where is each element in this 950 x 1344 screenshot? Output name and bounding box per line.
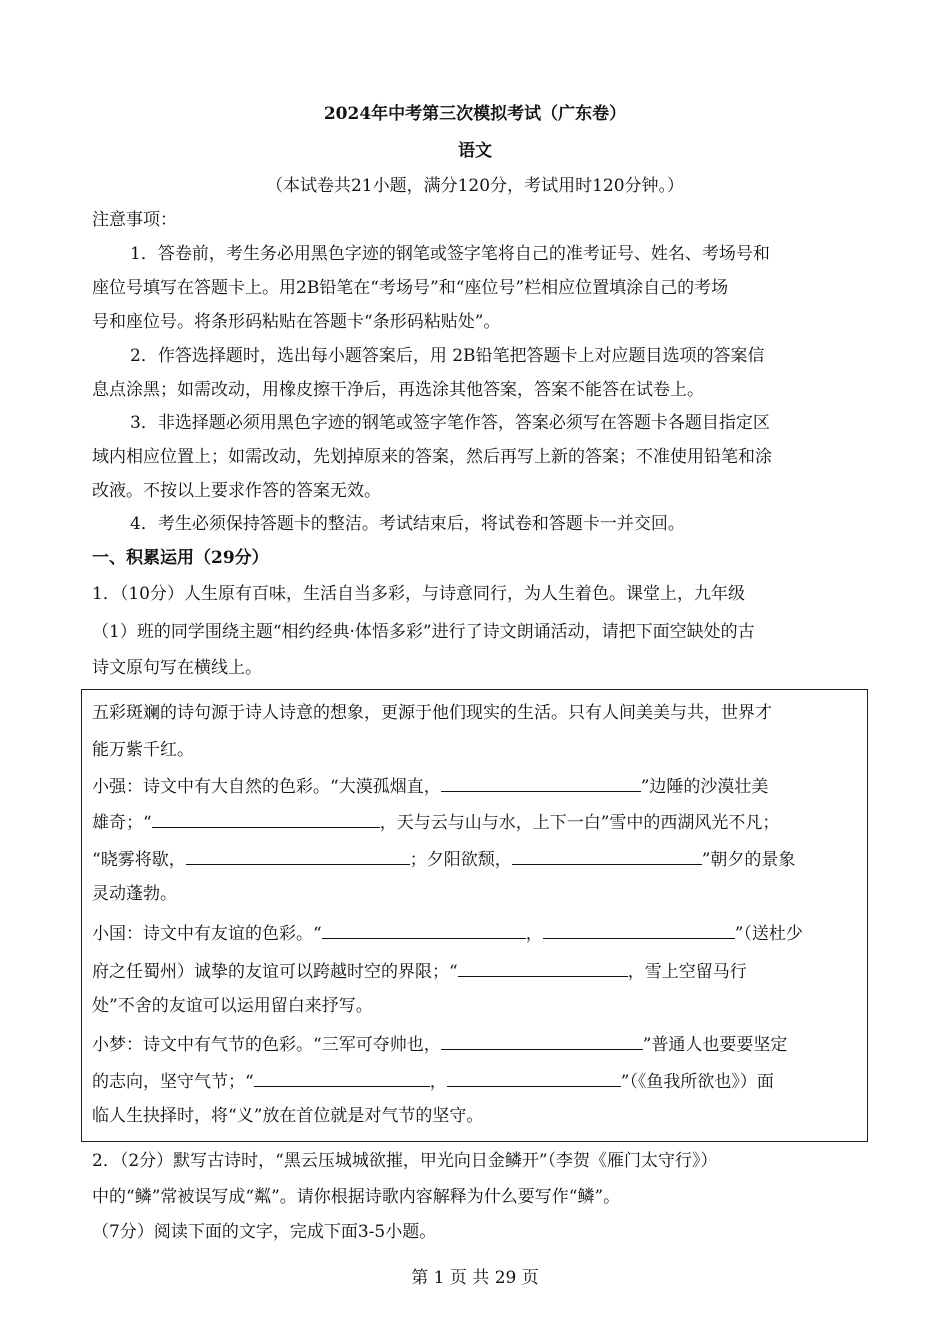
question-1-line-3: 诗文原句写在横线上。 bbox=[92, 658, 262, 678]
answer-blank-2[interactable] bbox=[152, 809, 380, 828]
box-intro-line-2: 能万紫千红。 bbox=[92, 740, 194, 760]
question-3-intro: （7分）阅读下面的文字，完成下面3-5小题。 bbox=[92, 1222, 437, 1242]
xiaoguo-line-2: 府之任蜀州）诚挚的友谊可以跨越时空的界限；“ ，雪上空留马行 bbox=[92, 958, 747, 984]
answer-blank-10[interactable] bbox=[447, 1068, 621, 1087]
question-2-line-1: 2．（2分）默写古诗时，“黑云压城城欲摧，甲光向日金鳞开”（李贺《雁门太守行》） bbox=[92, 1151, 718, 1171]
page-footer: 第 1 页 共 29 页 bbox=[411, 1268, 539, 1288]
question-1-line-2: （1）班的同学围绕主题“相约经典·体悟多彩”进行了诗文朗诵活动，请把下面空缺处的古 bbox=[92, 622, 755, 642]
xiaoguo-line-3: 处”不舍的友谊可以运用留白来抒写。 bbox=[92, 996, 373, 1016]
subject-title: 语文 bbox=[458, 141, 492, 161]
notice-item-1-line-3: 号和座位号。将条形码粘贴在答题卡“条形码粘贴处”。 bbox=[92, 312, 501, 332]
xiaomeng-line-2: 的志向，坚守气节；“ ， ”（《鱼我所欲也》）面 bbox=[92, 1068, 774, 1094]
xiaoqiang-line-1: 小强：诗文中有大自然的色彩。“大漠孤烟直， ”边陲的沙漠壮美 bbox=[92, 773, 768, 799]
notice-item-1-line-2: 座位号填写在答题卡上。用2B铅笔在“考场号”和“座位号”栏相应位置填涂自己的考场 bbox=[92, 278, 729, 298]
answer-blank-5[interactable] bbox=[322, 920, 526, 939]
answer-blank-6[interactable] bbox=[543, 920, 735, 939]
xiaomeng-line-3: 临人生抉择时，将“义”放在首位就是对气节的坚守。 bbox=[92, 1106, 484, 1126]
notice-item-1-line-1: 1．答卷前，考生务必用黑色字迹的钢笔或签字笔将自己的准考证号、姓名、考场号和 bbox=[130, 244, 770, 264]
answer-blank-1[interactable] bbox=[441, 773, 641, 792]
question-1-line-1: 1．（10分）人生原有百味，生活自当多彩，与诗意同行，为人生着色。课堂上，九年级 bbox=[92, 584, 745, 604]
notice-item-3-line-2: 域内相应位置上；如需改动，先划掉原来的答案，然后再写上新的答案；不准使用铅笔和涂 bbox=[92, 447, 772, 467]
box-intro-line-1: 五彩斑斓的诗句源于诗人诗意的想象，更源于他们现实的生活。只有人间美美与共，世界才 bbox=[92, 703, 772, 723]
notice-item-3-line-1: 3．非选择题必须用黑色字迹的钢笔或签字笔作答，答案必须写在答题卡各题目指定区 bbox=[130, 413, 770, 433]
answer-blank-7[interactable] bbox=[458, 958, 628, 977]
xiaoqiang-line-2: 雄奇；“ ，天与云与山与水，上下一白”雪中的西湖风光不凡； bbox=[92, 809, 779, 835]
xiaoqiang-line-4: 灵动蓬勃。 bbox=[92, 884, 177, 904]
xiaoguo-line-1: 小国：诗文中有友谊的色彩。“ ， ”（送杜少 bbox=[92, 920, 803, 946]
notice-item-3-line-3: 改液。不按以上要求作答的答案无效。 bbox=[92, 481, 381, 501]
notice-item-4-line-1: 4．考生必须保持答题卡的整洁。考试结束后，将试卷和答题卡一并交回。 bbox=[130, 514, 685, 534]
notice-item-2-line-1: 2．作答选择题时，选出每小题答案后，用 2B铅笔把答题卡上对应题目选项的答案信 bbox=[130, 346, 765, 366]
section-heading: 一、积累运用（29分） bbox=[92, 548, 269, 568]
answer-blank-8[interactable] bbox=[441, 1031, 643, 1050]
notice-heading: 注意事项： bbox=[92, 210, 177, 230]
question-2-line-2: 中的“鳞”常被误写成“粼”。请你根据诗歌内容解释为什么要写作“鳞”。 bbox=[92, 1187, 621, 1207]
exam-info: （本试卷共21小题，满分120分，考试用时120分钟。） bbox=[265, 176, 685, 196]
xiaomeng-line-1: 小梦：诗文中有气节的色彩。“三军可夺帅也， ”普通人也要要坚定 bbox=[92, 1031, 787, 1057]
answer-blank-4[interactable] bbox=[512, 846, 702, 865]
xiaoqiang-line-3: “晓雾将歇， ；夕阳欲颓， ”朝夕的景象 bbox=[92, 846, 795, 872]
notice-item-2-line-2: 息点涂黑；如需改动，用橡皮擦干净后，再选涂其他答案，答案不能答在试卷上。 bbox=[92, 380, 704, 400]
answer-blank-3[interactable] bbox=[186, 846, 410, 865]
answer-blank-9[interactable] bbox=[254, 1068, 430, 1087]
exam-title: 2024年中考第三次模拟考试（广东卷） bbox=[323, 104, 627, 124]
